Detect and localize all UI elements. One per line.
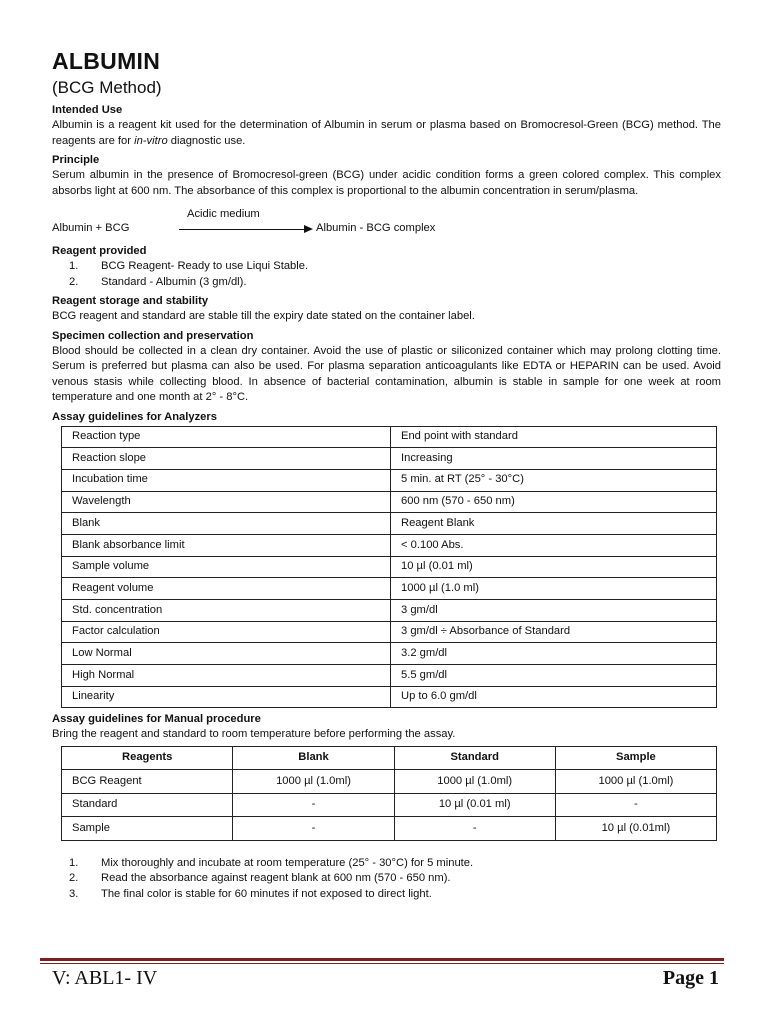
table-row xyxy=(62,534,717,556)
parameter-cell: Reaction type xyxy=(62,426,391,448)
table-cell: BCG Reagent xyxy=(62,770,233,794)
specimen-text: Blood should be collected in a clean dry container. Avoid the use of plastic or siliconized container which may prolong clotting time. Serum is preferred but plasma can also be used. For plasma separation anticoagulants like EDTA or HEPARIN can be used. Avoid venous stasis while collecting blood. In absence of bacterial contamination, albumin is stable in sample for one week at room temperature and one month at 2° - 8°C. xyxy=(52,344,721,403)
value-cell: 3 gm/dl xyxy=(391,600,717,622)
table-cell: - xyxy=(233,817,394,841)
list-text: Standard - Albumin (3 gm/dl). xyxy=(101,275,247,288)
table-row xyxy=(62,513,717,535)
specimen-heading: Specimen collection and preservation xyxy=(52,329,254,342)
principle-text: Serum albumin in the presence of Bromocresol-green (BCG) under acidic condition forms a green colored complex. This complex absorbs light at 600 nm. The absorbance of this complex is proportional to the albumin concentration in serum/plasma. xyxy=(52,169,721,197)
column-header: Blank xyxy=(233,746,394,770)
procedure-steps xyxy=(69,856,721,903)
list-number: 2. xyxy=(69,275,79,288)
table-row xyxy=(62,817,717,841)
list-item xyxy=(69,259,721,275)
table-cell: - xyxy=(394,817,555,841)
table-cell: 1000 µl (1.0ml) xyxy=(394,770,555,794)
table-row xyxy=(62,426,717,448)
reaction-equation xyxy=(52,199,721,243)
table-row xyxy=(62,600,717,622)
table-row xyxy=(62,770,717,794)
parameter-cell: Linearity xyxy=(62,686,391,708)
intended-use-text-end: diagnostic use. xyxy=(167,134,246,147)
parameter-cell: Factor calculation xyxy=(62,621,391,643)
parameter-cell: Std. concentration xyxy=(62,600,391,622)
list-text: The final color is stable for 60 minutes if not exposed to direct light. xyxy=(101,887,432,900)
list-item xyxy=(69,275,721,291)
column-header: Standard xyxy=(394,746,555,770)
manual-table xyxy=(61,746,717,841)
document-page xyxy=(52,48,721,902)
footer-version: V: ABL1- IV xyxy=(52,967,158,989)
footer-rule-thin xyxy=(40,963,724,964)
list-text: BCG Reagent- Ready to use Liqui Stable. xyxy=(101,260,309,272)
table-cell: - xyxy=(555,793,716,817)
reagent-provided-heading: Reagent provided xyxy=(52,245,147,257)
intended-use-italic: in-vitro xyxy=(134,134,168,147)
value-cell: End point with standard xyxy=(391,426,717,448)
manual-heading: Assay guidelines for Manual procedure xyxy=(52,713,261,726)
table-cell: 1000 µl (1.0ml) xyxy=(555,770,716,794)
right-arrow-icon xyxy=(179,229,311,230)
reaction-reactants: Albumin + BCG xyxy=(52,222,130,234)
list-text: Read the absorbance against reagent blank at 600 nm (570 - 650 nm). xyxy=(101,872,451,885)
parameter-cell: Blank absorbance limit xyxy=(62,534,391,556)
value-cell: < 0.100 Abs. xyxy=(391,534,717,556)
parameter-cell: Wavelength xyxy=(62,491,391,513)
table-row xyxy=(62,469,717,491)
principle-heading: Principle xyxy=(52,154,100,166)
value-cell: 3 gm/dl ÷ Absorbance of Standard xyxy=(391,621,717,643)
table-cell: 10 µl (0.01 ml) xyxy=(394,793,555,817)
table-cell: 10 µl (0.01ml) xyxy=(555,817,716,841)
parameter-cell: Incubation time xyxy=(62,469,391,491)
table-row xyxy=(62,448,717,470)
list-item xyxy=(69,887,721,903)
reaction-product: Albumin - BCG complex xyxy=(316,222,436,234)
parameter-cell: Blank xyxy=(62,513,391,535)
value-cell: Up to 6.0 gm/dl xyxy=(391,686,717,708)
list-item xyxy=(69,856,721,872)
list-number: 1. xyxy=(69,856,79,869)
table-row xyxy=(62,491,717,513)
table-row xyxy=(62,665,717,687)
intended-use-heading: Intended Use xyxy=(52,104,123,116)
list-number: 2. xyxy=(69,872,79,885)
table-row xyxy=(62,793,717,817)
analyzer-table xyxy=(61,426,717,709)
document-subtitle: (BCG Method) xyxy=(52,78,162,97)
list-number: 1. xyxy=(69,260,79,272)
document-title: ALBUMIN xyxy=(52,48,161,74)
storage-heading: Reagent storage and stability xyxy=(52,295,209,307)
table-cell: 1000 µl (1.0ml) xyxy=(233,770,394,794)
parameter-cell: Reagent volume xyxy=(62,578,391,600)
manual-intro: Bring the reagent and standard to room temperature before performing the assay. xyxy=(52,728,456,741)
table-cell: Standard xyxy=(62,793,233,817)
parameter-cell: Sample volume xyxy=(62,556,391,578)
table-cell: - xyxy=(233,793,394,817)
reaction-condition: Acidic medium xyxy=(187,208,260,220)
value-cell: 3.2 gm/dl xyxy=(391,643,717,665)
list-number: 3. xyxy=(69,887,79,900)
value-cell: 600 nm (570 - 650 nm) xyxy=(391,491,717,513)
table-row xyxy=(62,621,717,643)
parameter-cell: Reaction slope xyxy=(62,448,391,470)
footer-rule xyxy=(40,958,724,961)
value-cell: 10 µl (0.01 ml) xyxy=(391,556,717,578)
value-cell: 5 min. at RT (25° - 30°C) xyxy=(391,469,717,491)
table-row xyxy=(62,643,717,665)
parameter-cell: High Normal xyxy=(62,665,391,687)
column-header: Sample xyxy=(555,746,716,770)
table-row xyxy=(62,686,717,708)
analyzer-heading: Assay guidelines for Analyzers xyxy=(52,410,217,423)
reagent-list xyxy=(69,259,721,290)
storage-text: BCG reagent and standard are stable till the expiry date stated on the container label. xyxy=(52,310,475,322)
list-text: Mix thoroughly and incubate at room temperature (25° - 30°C) for 5 minute. xyxy=(101,856,474,869)
value-cell: 1000 µl (1.0 ml) xyxy=(391,578,717,600)
table-row xyxy=(62,578,717,600)
value-cell: Reagent Blank xyxy=(391,513,717,535)
table-cell: Sample xyxy=(62,817,233,841)
intended-use-text-part: Albumin is a reagent kit used for the determination of Albumin in serum or plasma based on Bromocresol-Green (BCG) method. The reagents are for xyxy=(52,119,721,147)
value-cell: Increasing xyxy=(391,448,717,470)
parameter-cell: Low Normal xyxy=(62,643,391,665)
value-cell: 5.5 gm/dl xyxy=(391,665,717,687)
footer-page-number: Page 1 xyxy=(662,967,719,989)
table-header-row xyxy=(62,746,717,770)
intended-use-text xyxy=(52,118,721,149)
column-header: Reagents xyxy=(62,746,233,770)
table-row xyxy=(62,556,717,578)
list-item xyxy=(69,871,721,887)
